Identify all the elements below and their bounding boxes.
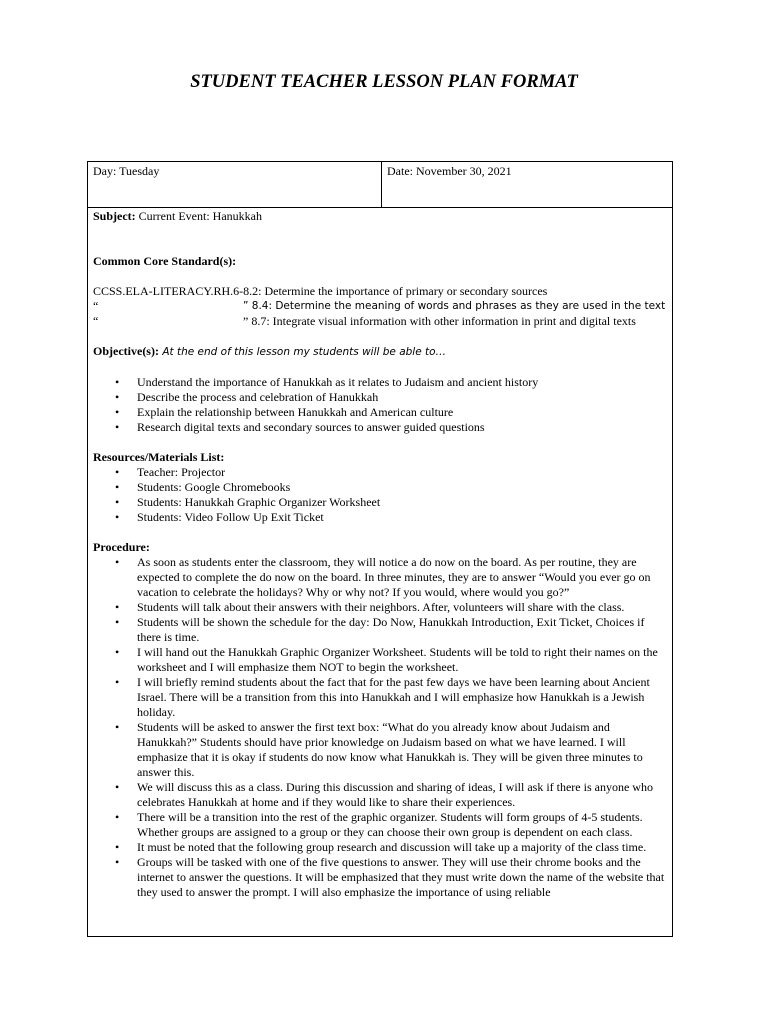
subject-label: Subject: [93, 209, 136, 223]
resources-list [93, 465, 667, 525]
list-item: • Groups will be tasked with one of the five questions to answer. They will use their chrome books and the internet to answer the questions. It will be emphasized that they must write down the name of the website that they used to answer the prompt. I will also emphasize the importance of using reliable [93, 855, 667, 900]
ditto-mark: “ [93, 299, 99, 313]
list-item: • Understand the importance of Hanukkah as it relates to Judaism and ancient history [93, 375, 667, 390]
standard-line-1: CCSS.ELA-LITERACY.RH.6-8.2: Determine the importance of primary or secondary sources [93, 284, 548, 298]
list-item: • Students will be shown the schedule for the day: Do Now, Hanukkah Introduction, Exit Ticket, Choices if there is time. [93, 615, 667, 645]
subject-value: Current Event: Hanukkah [135, 209, 262, 223]
ditto-mark: “ [93, 314, 99, 328]
plan-body [88, 208, 672, 900]
list-item: • Explain the relationship between Hanukkah and American culture [93, 405, 667, 420]
header-row [88, 162, 672, 208]
standards-label: Common Core Standard(s): [93, 254, 237, 268]
list-item: • Students: Google Chromebooks [93, 480, 667, 495]
objectives-label: Objective(s): [93, 344, 159, 358]
procedure-label: Procedure: [93, 540, 150, 554]
objectives-heading [93, 344, 667, 360]
list-item: • We will discuss this as a class. During this discussion and sharing of ideas, I will ask if there is anyone who celebrates Hanukkah at home and if they would like to share their experiences. [93, 780, 667, 810]
date-cell: Date: November 30, 2021 [387, 164, 512, 178]
standard-line-2 [93, 299, 667, 314]
list-item: • There will be a transition into the rest of the graphic organizer. Students will form groups of 4-5 students. Whether groups are assigned to a group or they can choose their own group is dependent on each class. [93, 810, 667, 840]
list-item: • Research digital texts and secondary sources to answer guided questions [93, 420, 667, 435]
list-item: • Students: Video Follow Up Exit Ticket [93, 510, 667, 525]
resources-label: Resources/Materials List: [93, 450, 225, 464]
lesson-plan-table [87, 161, 673, 937]
objectives-intro: At the end of this lesson my students will be able to… [158, 346, 447, 358]
standards-heading [93, 254, 667, 269]
list-item: • I will hand out the Hanukkah Graphic Organizer Worksheet. Students will be told to right their names on the worksheet and I will emphasize them NOT to begin the worksheet. [93, 645, 667, 675]
standard-text: ” 8.7: Integrate visual information with other information in print and digital texts [243, 314, 636, 328]
day-cell: Day: Tuesday [88, 162, 382, 207]
list-item: • Describe the process and celebration of Hanukkah [93, 390, 667, 405]
standard-line-3 [93, 314, 667, 329]
list-item: • As soon as students enter the classroom, they will notice a do now on the board. As per routine, they are expected to complete the do now on the board. In three minutes, they are to answer “Would you ever go on vacation to celebrate the holidays? Why or why not? If you would, where would you go?” [93, 555, 667, 600]
procedure-heading [93, 540, 667, 555]
procedure-list [93, 555, 667, 900]
resources-heading [93, 450, 667, 465]
list-item: • Students will be asked to answer the first text box: “What do you already know about Judaism and Hanukkah?” Students should have prior knowledge on Judaism based on what we have learned. I will emphasize that it is okay if students do now know what Hanukkah is. They will be given three minutes to answer this. [93, 720, 667, 780]
list-item: • Teacher: Projector [93, 465, 667, 480]
subject-line [93, 209, 667, 224]
objectives-list [93, 375, 667, 435]
standard-text: ” 8.4: Determine the meaning of words and phrases as they are used in the text [243, 300, 666, 312]
list-item: • Students: Hanukkah Graphic Organizer Worksheet [93, 495, 667, 510]
list-item: • I will briefly remind students about the fact that for the past few days we have been learning about Ancient Israel. There will be a transition from this into Hanukkah and I will emphasize how Hanukkah is a Jewish holiday. [93, 675, 667, 720]
list-item: • Students will talk about their answers with their neighbors. After, volunteers will share with the class. [93, 600, 667, 615]
list-item: • It must be noted that the following group research and discussion will take up a majority of the class time. [93, 840, 667, 855]
page-title: STUDENT TEACHER LESSON PLAN FORMAT [190, 72, 578, 92]
